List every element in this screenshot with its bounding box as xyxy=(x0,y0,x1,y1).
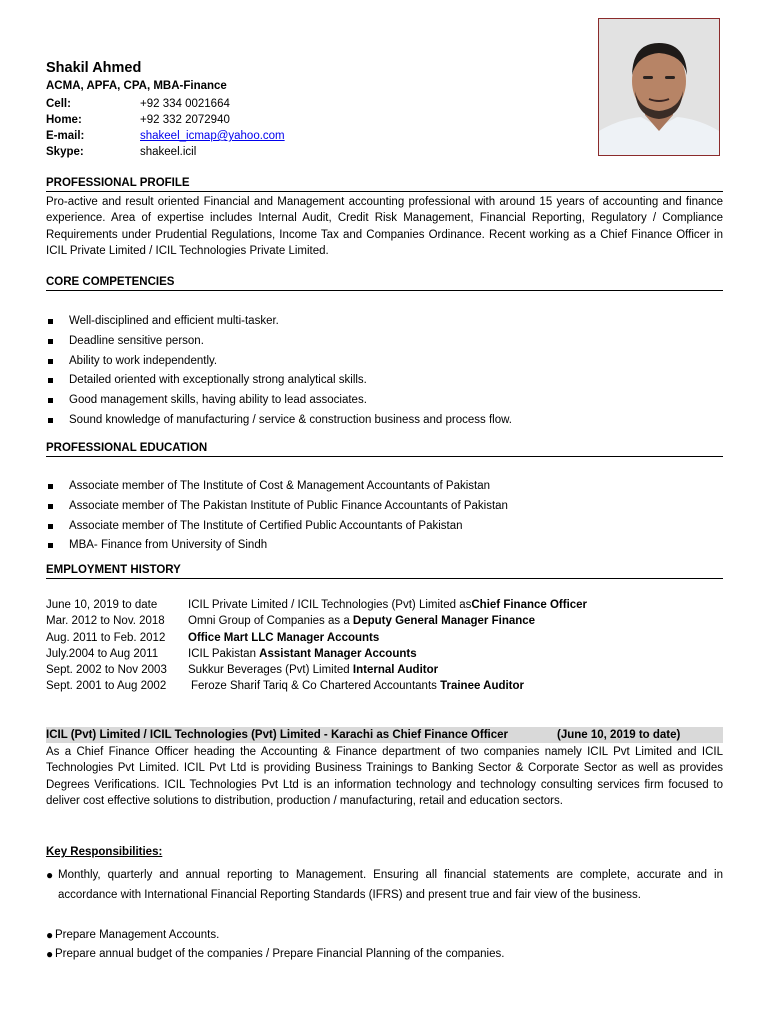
bullet-icon: ● xyxy=(46,947,54,961)
responsibility-item xyxy=(46,945,723,965)
square-bullet-icon xyxy=(48,484,53,489)
list-item-text: Associate member of The Institute of Cost & Management Accountants of Pakistan xyxy=(69,480,491,492)
responsibility-item xyxy=(46,926,723,946)
list-item-text: Good management skills, having ability to lead associates. xyxy=(69,394,367,407)
employment-row xyxy=(46,613,726,629)
key-responsibilities-heading: Key Responsibilities: xyxy=(46,846,163,858)
list-item xyxy=(46,371,726,391)
bullet-icon: ● xyxy=(46,928,54,942)
list-item xyxy=(46,517,726,537)
section-heading-competencies: CORE COMPETENCIES xyxy=(46,276,723,291)
section-heading-education: PROFESSIONAL EDUCATION xyxy=(46,442,723,457)
contact-skype xyxy=(46,144,446,160)
list-item xyxy=(46,352,726,372)
current-job-title: ICIL (Pvt) Limited / ICIL Technologies (Pvt) Limited - Karachi as Chief Finance Officer xyxy=(46,729,508,741)
employment-role: Deputy General Manager Finance xyxy=(352,615,536,628)
square-bullet-icon xyxy=(48,504,53,509)
employment-row xyxy=(46,630,726,646)
employment-company: Sukkur Beverages (Pvt) Limited xyxy=(188,664,353,677)
employment-list xyxy=(46,597,726,695)
list-item xyxy=(46,332,726,352)
employment-date: Aug. 2011 to Feb. 2012 xyxy=(46,631,166,644)
list-item-text: Ability to work independently. xyxy=(69,354,218,367)
contact-label: Home: xyxy=(46,114,82,126)
responsibility-item xyxy=(46,866,723,906)
square-bullet-icon xyxy=(48,418,53,423)
profile-photo xyxy=(598,18,720,156)
employment-company: ICIL Private Limited / ICIL Technologies (Pvt) Limited as xyxy=(188,599,472,611)
square-bullet-icon xyxy=(48,339,53,344)
section-heading-profile: PROFESSIONAL PROFILE xyxy=(46,177,723,192)
employment-date: Sept. 2002 to Nov 2003 xyxy=(46,664,167,677)
employment-company: Omni Group of Companies as a xyxy=(188,615,353,628)
employment-role: Trainee Auditor xyxy=(440,680,525,693)
square-bullet-icon xyxy=(48,543,53,548)
employment-role: Assistant Manager Accounts xyxy=(259,647,417,660)
employment-date: June 10, 2019 to date xyxy=(46,599,158,611)
responsibility-text: Prepare Management Accounts. xyxy=(55,929,220,941)
current-job-description: As a Chief Finance Officer heading the Accounting & Finance department of two companies namely ICIL Pvt Limited and ICIL Technologies Pvt Limited. ICIL Pvt Ltd is providing Business Trainings to Banking Sector & Corporate Sector as well as provides Degrees Verifications. ICIL Technologies Pvt Ltd is an information technology and technology consulting services firm focused to deliver cost effective solutions to distribution, production / manufacturing, retail and education sectors. xyxy=(46,746,723,807)
employment-row xyxy=(46,662,726,678)
list-item xyxy=(46,497,726,517)
employment-row xyxy=(46,678,726,694)
portrait-image xyxy=(599,19,719,155)
current-job-dates: (June 10, 2019 to date) xyxy=(557,729,681,741)
list-item-text: Well-disciplined and efficient multi-tasker. xyxy=(69,315,279,327)
list-item-text: Sound knowledge of manufacturing / service & construction business and process flow. xyxy=(69,413,512,426)
square-bullet-icon xyxy=(48,398,53,403)
square-bullet-icon xyxy=(48,319,53,324)
employment-date: Mar. 2012 to Nov. 2018 xyxy=(46,615,165,628)
contact-value: +92 334 0021664 xyxy=(140,98,230,110)
contact-label: Cell: xyxy=(46,98,71,110)
employment-company: Office Mart LLC xyxy=(188,631,277,644)
contact-email xyxy=(46,128,446,144)
employment-role: Manager Accounts xyxy=(276,631,380,644)
employment-role: Internal Auditor xyxy=(352,664,439,677)
candidate-name: Shakil Ahmed xyxy=(46,60,142,76)
contact-value: shakeel.icil xyxy=(140,146,197,158)
bullet-icon: ● xyxy=(46,868,54,882)
contact-cell xyxy=(46,96,446,112)
current-job-banner xyxy=(46,727,723,743)
employment-date: July.2004 to Aug 2011 xyxy=(46,647,159,660)
list-item xyxy=(46,312,726,332)
employment-row xyxy=(46,597,726,613)
employment-date: Sept. 2001 to Aug 2002 xyxy=(46,680,167,693)
list-item xyxy=(46,477,726,497)
employment-row xyxy=(46,646,726,662)
contact-value: +92 332 2072940 xyxy=(140,114,230,126)
employment-company: ICIL Pakistan xyxy=(188,647,260,660)
contact-block xyxy=(46,96,446,160)
square-bullet-icon xyxy=(48,378,53,383)
list-item-text: MBA- Finance from University of Sindh xyxy=(69,539,268,552)
contact-label: E-mail: xyxy=(46,130,85,142)
list-item-text: Detailed oriented with exceptionally strong analytical skills. xyxy=(69,374,367,387)
section-heading-employment: EMPLOYMENT HISTORY xyxy=(46,564,723,579)
responsibility-text: Prepare annual budget of the companies / Prepare Financial Planning of the companies. xyxy=(55,948,505,960)
square-bullet-icon xyxy=(48,524,53,529)
contact-home xyxy=(46,112,446,128)
list-item xyxy=(46,391,726,411)
list-item xyxy=(46,536,726,556)
email-link[interactable]: shakeel_icmap@yahoo.com xyxy=(140,130,285,142)
contact-label: Skype: xyxy=(46,146,84,158)
list-item xyxy=(46,411,726,431)
list-item-text: Deadline sensitive person. xyxy=(69,334,204,347)
profile-text: Pro-active and result oriented Financial and Management accounting professional with around 15 years of accounting and finance experience. Area of expertise includes Internal Audit, Credit Risk Management, Financial Reporting, Regulatory / Compliance Requirements under Prudential Regulations, Income Tax and Companies Ordinance. Recent working as a Chief Finance Officer in ICIL Private Limited / ICIL Technologies Private Limited. xyxy=(46,196,723,257)
employment-role: Chief Finance Officer xyxy=(471,599,588,611)
list-item-text: Associate member of The Institute of Certified Public Accountants of Pakistan xyxy=(69,519,463,532)
education-list xyxy=(46,477,726,556)
credentials: ACMA, APFA, CPA, MBA-Finance xyxy=(46,80,227,92)
competencies-list xyxy=(46,312,726,431)
square-bullet-icon xyxy=(48,359,53,364)
employment-company: Feroze Sharif Tariq & Co Chartered Accountants xyxy=(191,680,441,693)
list-item-text: Associate member of The Pakistan Institute of Public Finance Accountants of Pakistan xyxy=(69,499,508,512)
responsibility-text: Monthly, quarterly and annual reporting to Management. Ensuring all financial statements are complete, accurate and in accordance with International Financial Reporting Standards (IFRS) and present true and fair view of the business. xyxy=(58,869,723,901)
